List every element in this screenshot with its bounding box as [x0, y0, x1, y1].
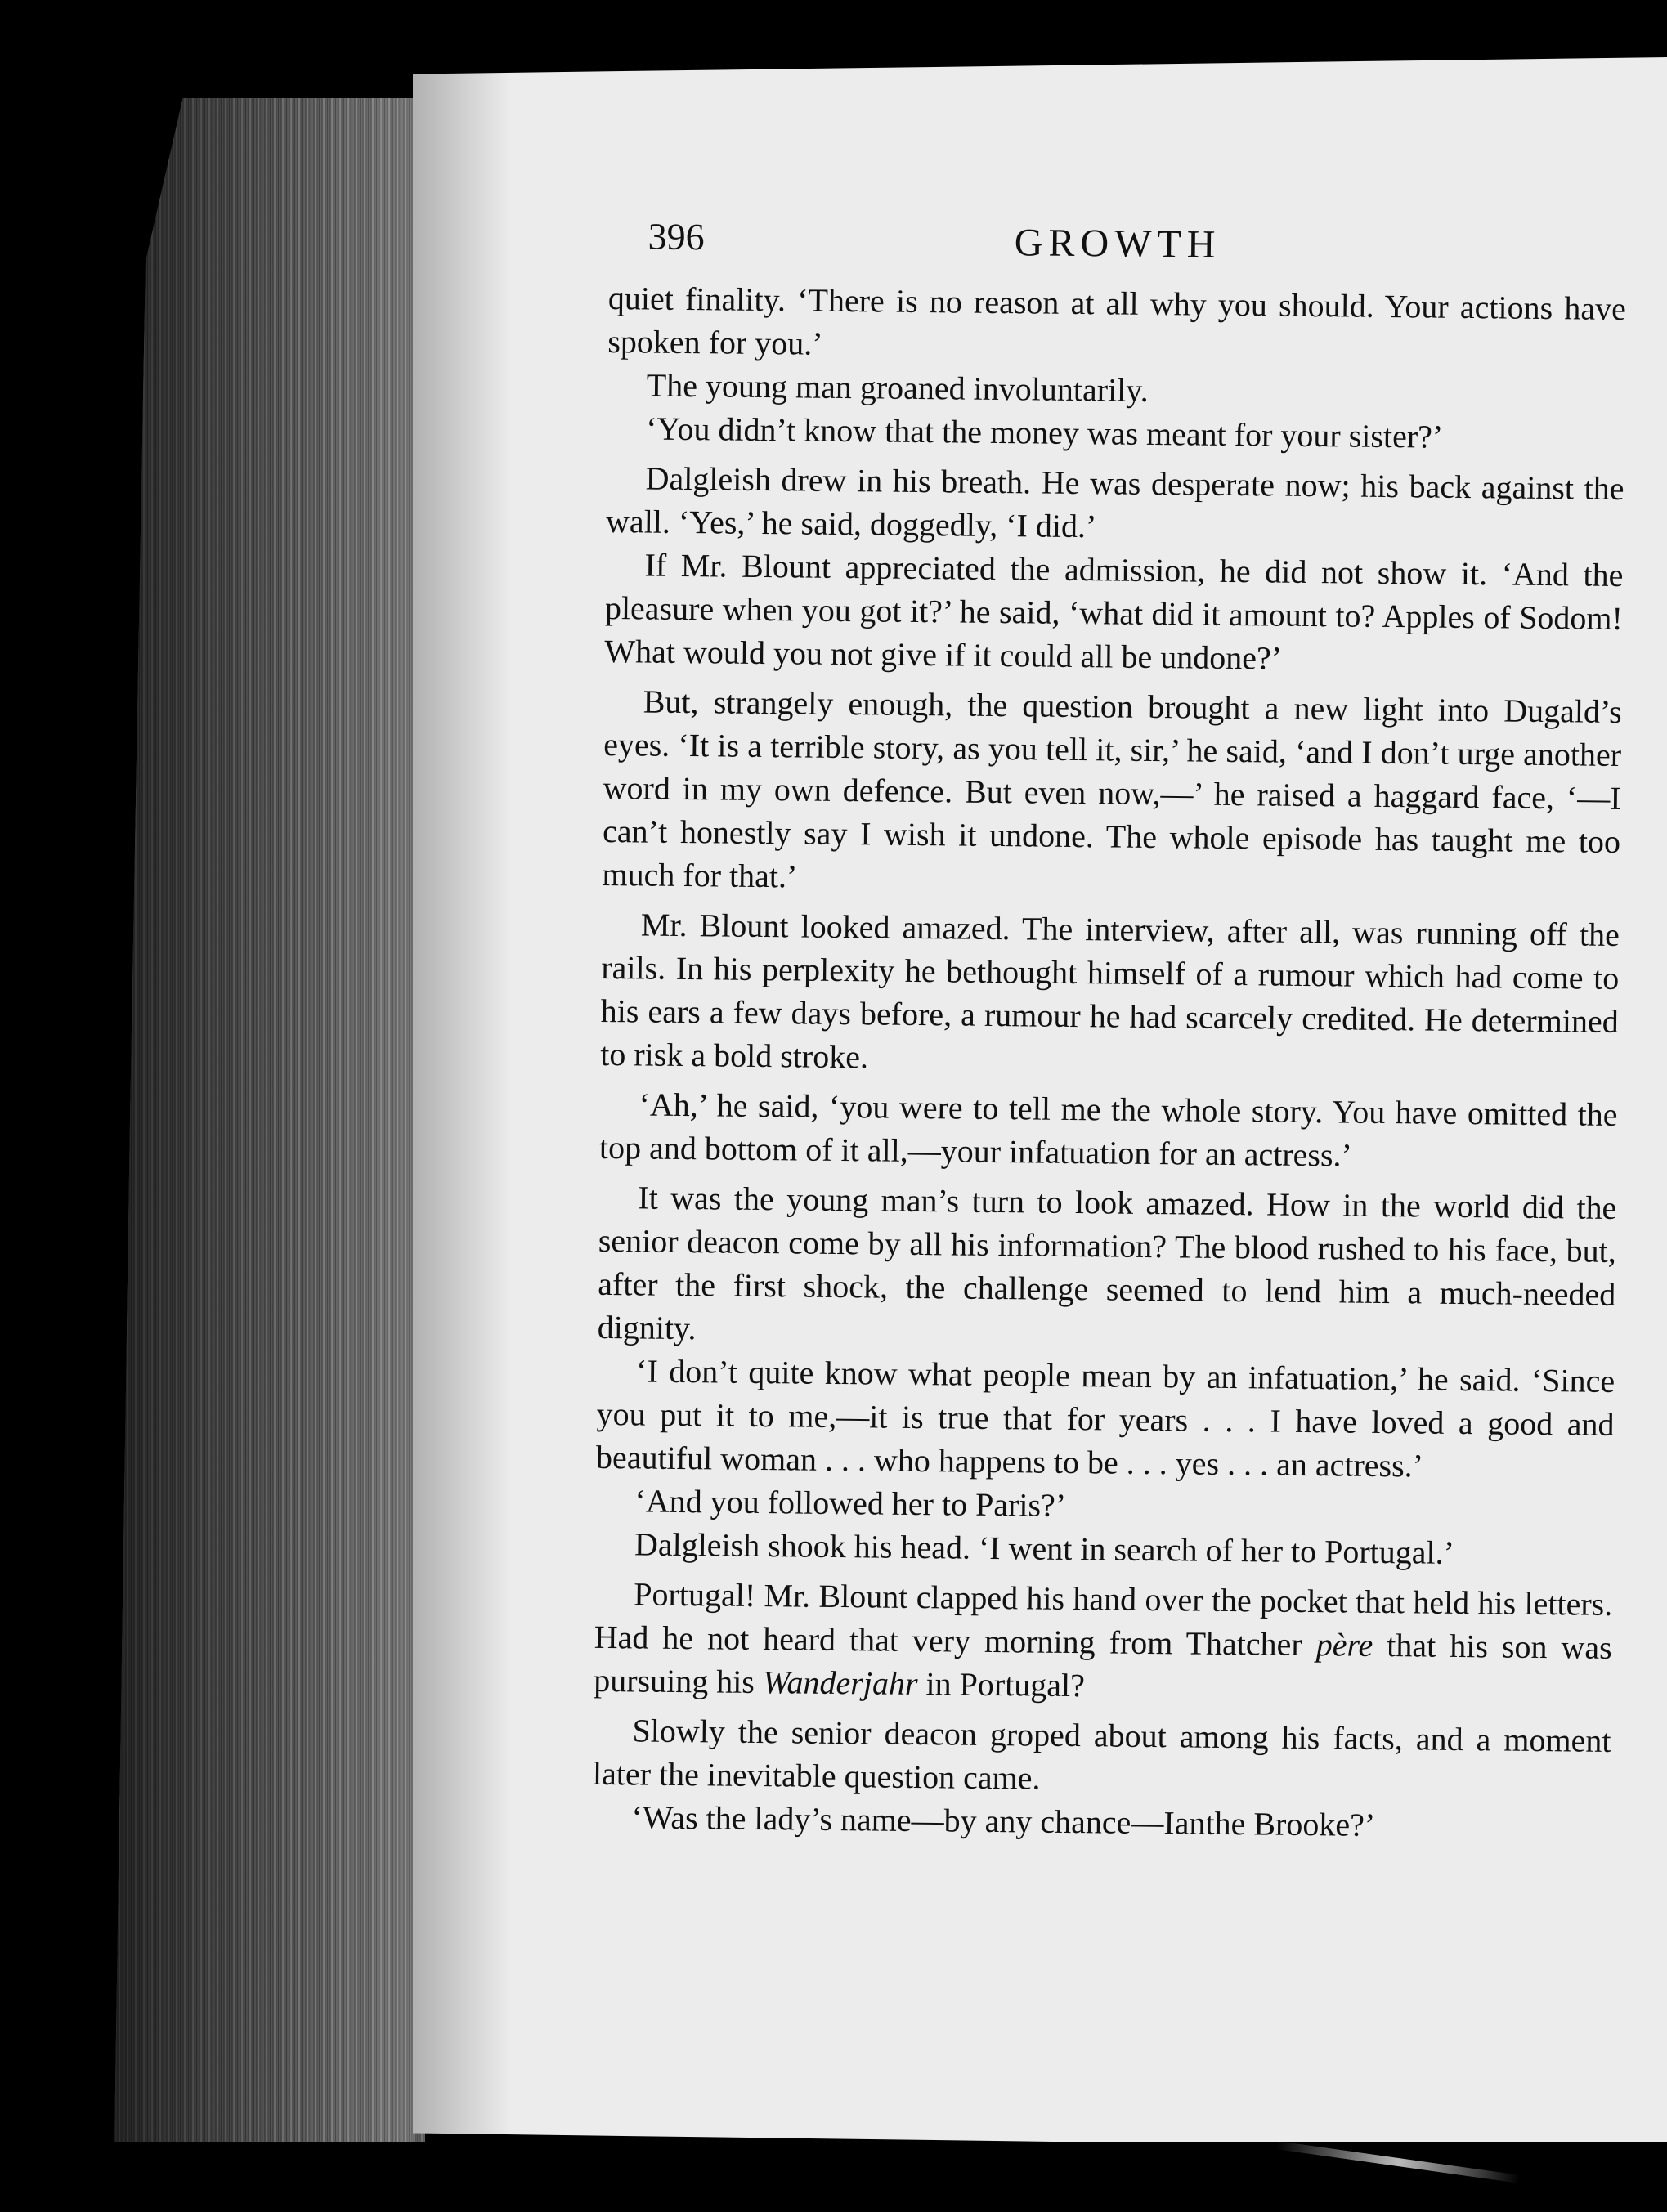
paragraph-12: Dalgleish shook his head. ‘I went in search of her to Portugal.’ [634, 1525, 1455, 1571]
paragraph-13-part-2: that his son was pursuing his [593, 1626, 1612, 1701]
italic-pere: père [1315, 1626, 1373, 1663]
page-gutter-shadow [413, 57, 511, 2150]
paragraph-4: Dalgleish drew in his breath. He was desperate now; his back against the wall. ‘Yes,’ he said, doggedly, ‘I did.’ [605, 459, 1624, 545]
paragraph-2: The young man groaned involuntarily. [646, 366, 1149, 409]
running-title: GROWTH [1014, 221, 1221, 266]
paragraph-10: ‘I don’t quite know what people mean by an infatuation,’ he said. ‘Since you put it to me,—it is true that for years . . . I have loved a good and beautiful woman . . . who happens to be . . . yes . . . an actress.’ [595, 1352, 1615, 1484]
paragraph-5: If Mr. Blount appreciated the admission, he did not show it. ‘And the pleasure when you got it?’ he said, ‘what did it amount to? Apples of Sodom! What would you not give if it could all be undone?’ [604, 546, 1624, 677]
paragraph-13 [594, 1572, 1613, 1713]
page-number: 396 [648, 215, 705, 258]
paragraph-9: It was the young man’s turn to look amazed. How in the world did the senior deacon come by all his information? The blood rushed to his face, but, after the first shock, the challenge seemed to lend him a much-needed dignity. [597, 1179, 1617, 1347]
paragraph-1: quiet finality. ‘There is no reason at all why you should. Your actions have spoken for you.’ [607, 279, 1627, 362]
italic-wanderjahr: Wanderjahr [762, 1663, 918, 1703]
fore-edge-shadow [114, 98, 425, 2142]
paragraph-15: ‘Was the lady’s name—by any chance—Ianthe Brooke?’ [631, 1798, 1376, 1843]
paragraph-7: Mr. Blount looked amazed. The interview, after all, was running off the rails. In his perplexity he bethought himself of a rumour which had come to his ears a few days before, a rumour he had scarcely credited. He determined to risk a bold stroke. [600, 906, 1620, 1076]
paragraph-11: ‘And you followed her to Paris?’ [634, 1482, 1067, 1524]
paragraph-14: Slowly the senior deacon groped about among his facts, and a moment later the inevitable question came. [592, 1712, 1611, 1797]
paragraph-3: ‘You didn’t know that the money was meant for your sister?’ [646, 410, 1444, 455]
paragraph-8: ‘Ah,’ he said, ‘you were to tell me the whole story. You have omitted the top and bottom of it all,—your infatuation for an actress.’ [598, 1086, 1618, 1174]
page-text-block [592, 214, 1627, 1849]
running-head [608, 214, 1627, 282]
paragraph-13-part-3: in Portugal? [917, 1665, 1086, 1704]
paragraph-13-part-1: Portugal! Mr. Blount clapped his hand over the pocket that held his letters. Had he not heard that very morning from Thatcher [594, 1575, 1613, 1663]
paragraph-6: But, strangely enough, the question brought a new light into Dugald’s eyes. ‘It is a terrible story, as you tell it, sir,’ he said, ‘and I don’t urge another word in my own defence. But even now,—’ he raised a haggard face, ‘—I can’t honestly say I wish it undone. The whole episode has taught me too much for that.’ [602, 683, 1622, 895]
